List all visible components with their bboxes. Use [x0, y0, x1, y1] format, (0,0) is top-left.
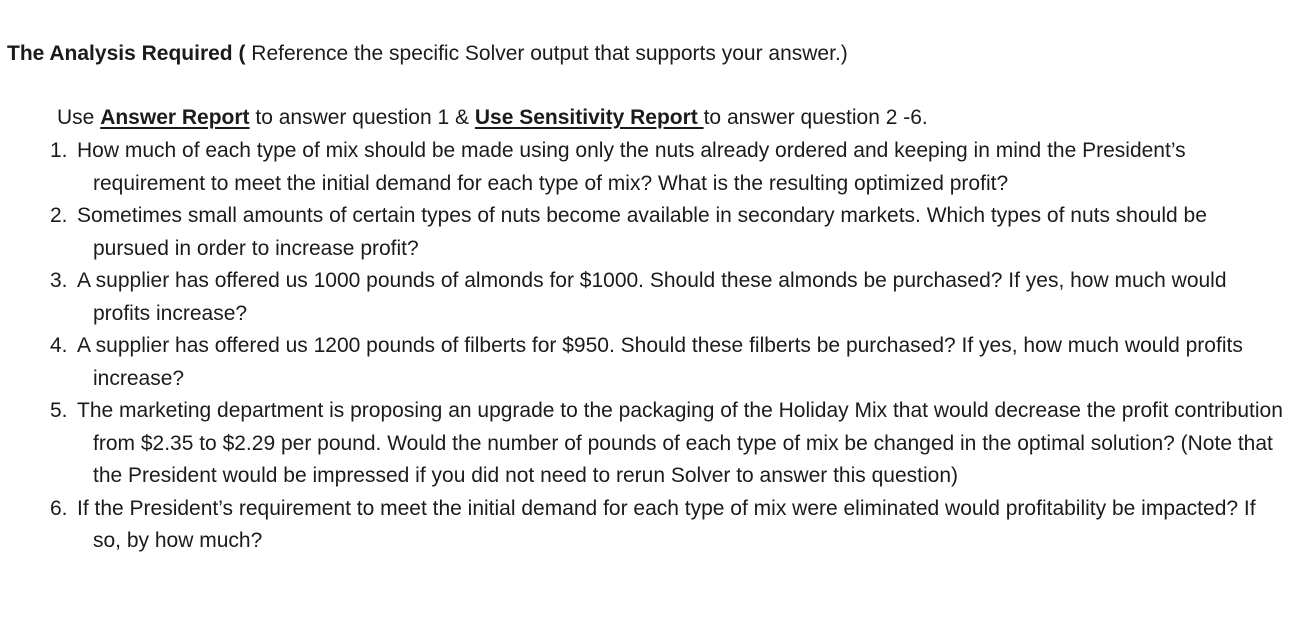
question-item: [0, 200, 1288, 265]
heading-note: Reference the specific Solver output that supports your answer.): [245, 42, 848, 65]
instructions-line: [57, 102, 928, 135]
question-text: A supplier has offered us 1000 pounds of almonds for $1000. Should these almonds be purchased? If yes, how much would profits increase?: [77, 269, 1227, 325]
question-text: How much of each type of mix should be made using only the nuts already ordered and keeping in mind the President’s requirement to meet the initial demand for each type of mix? What is the resulting optimized profit?: [77, 139, 1186, 195]
question-item: [0, 493, 1288, 558]
section-heading: [7, 38, 848, 71]
question-item: [0, 265, 1288, 330]
question-list: [0, 135, 1304, 558]
question-item: [0, 395, 1288, 493]
question-number: 1.: [50, 139, 68, 162]
question-text: Sometimes small amounts of certain types of nuts become available in secondary markets. Which types of nuts should be pursued in order to increase profit?: [77, 204, 1207, 260]
instructions-middle: to answer question 1 &: [249, 106, 475, 129]
question-number: 4.: [50, 334, 68, 357]
instructions-suffix: to answer question 2 -6.: [703, 106, 928, 129]
answer-report-label: Answer Report: [100, 106, 250, 129]
instructions-prefix: Use: [57, 106, 101, 129]
question-item: [0, 135, 1288, 200]
question-text: The marketing department is proposing an upgrade to the packaging of the Holiday Mix that would decrease the profit contribution from $2.35 to $2.29 per pound. Would the number of pounds of each type of mix be changed in the optimal solution? (Note that the President would be impressed if you did not need to rerun Solver to answer this question): [77, 399, 1283, 487]
question-item: [0, 330, 1288, 395]
heading-bold: The Analysis Required (: [7, 42, 246, 65]
question-number: 2.: [50, 204, 68, 227]
question-text: A supplier has offered us 1200 pounds of filberts for $950. Should these filberts be purchased? If yes, how much would profits increase?: [77, 334, 1243, 390]
question-text: If the President’s requirement to meet the initial demand for each type of mix were eliminated would profitability be impacted? If so, by how much?: [77, 496, 1256, 552]
question-number: 3.: [50, 269, 68, 292]
question-number: 6.: [50, 496, 68, 520]
question-number: 5.: [50, 399, 68, 422]
sensitivity-report-label: Use Sensitivity Report: [474, 106, 704, 129]
